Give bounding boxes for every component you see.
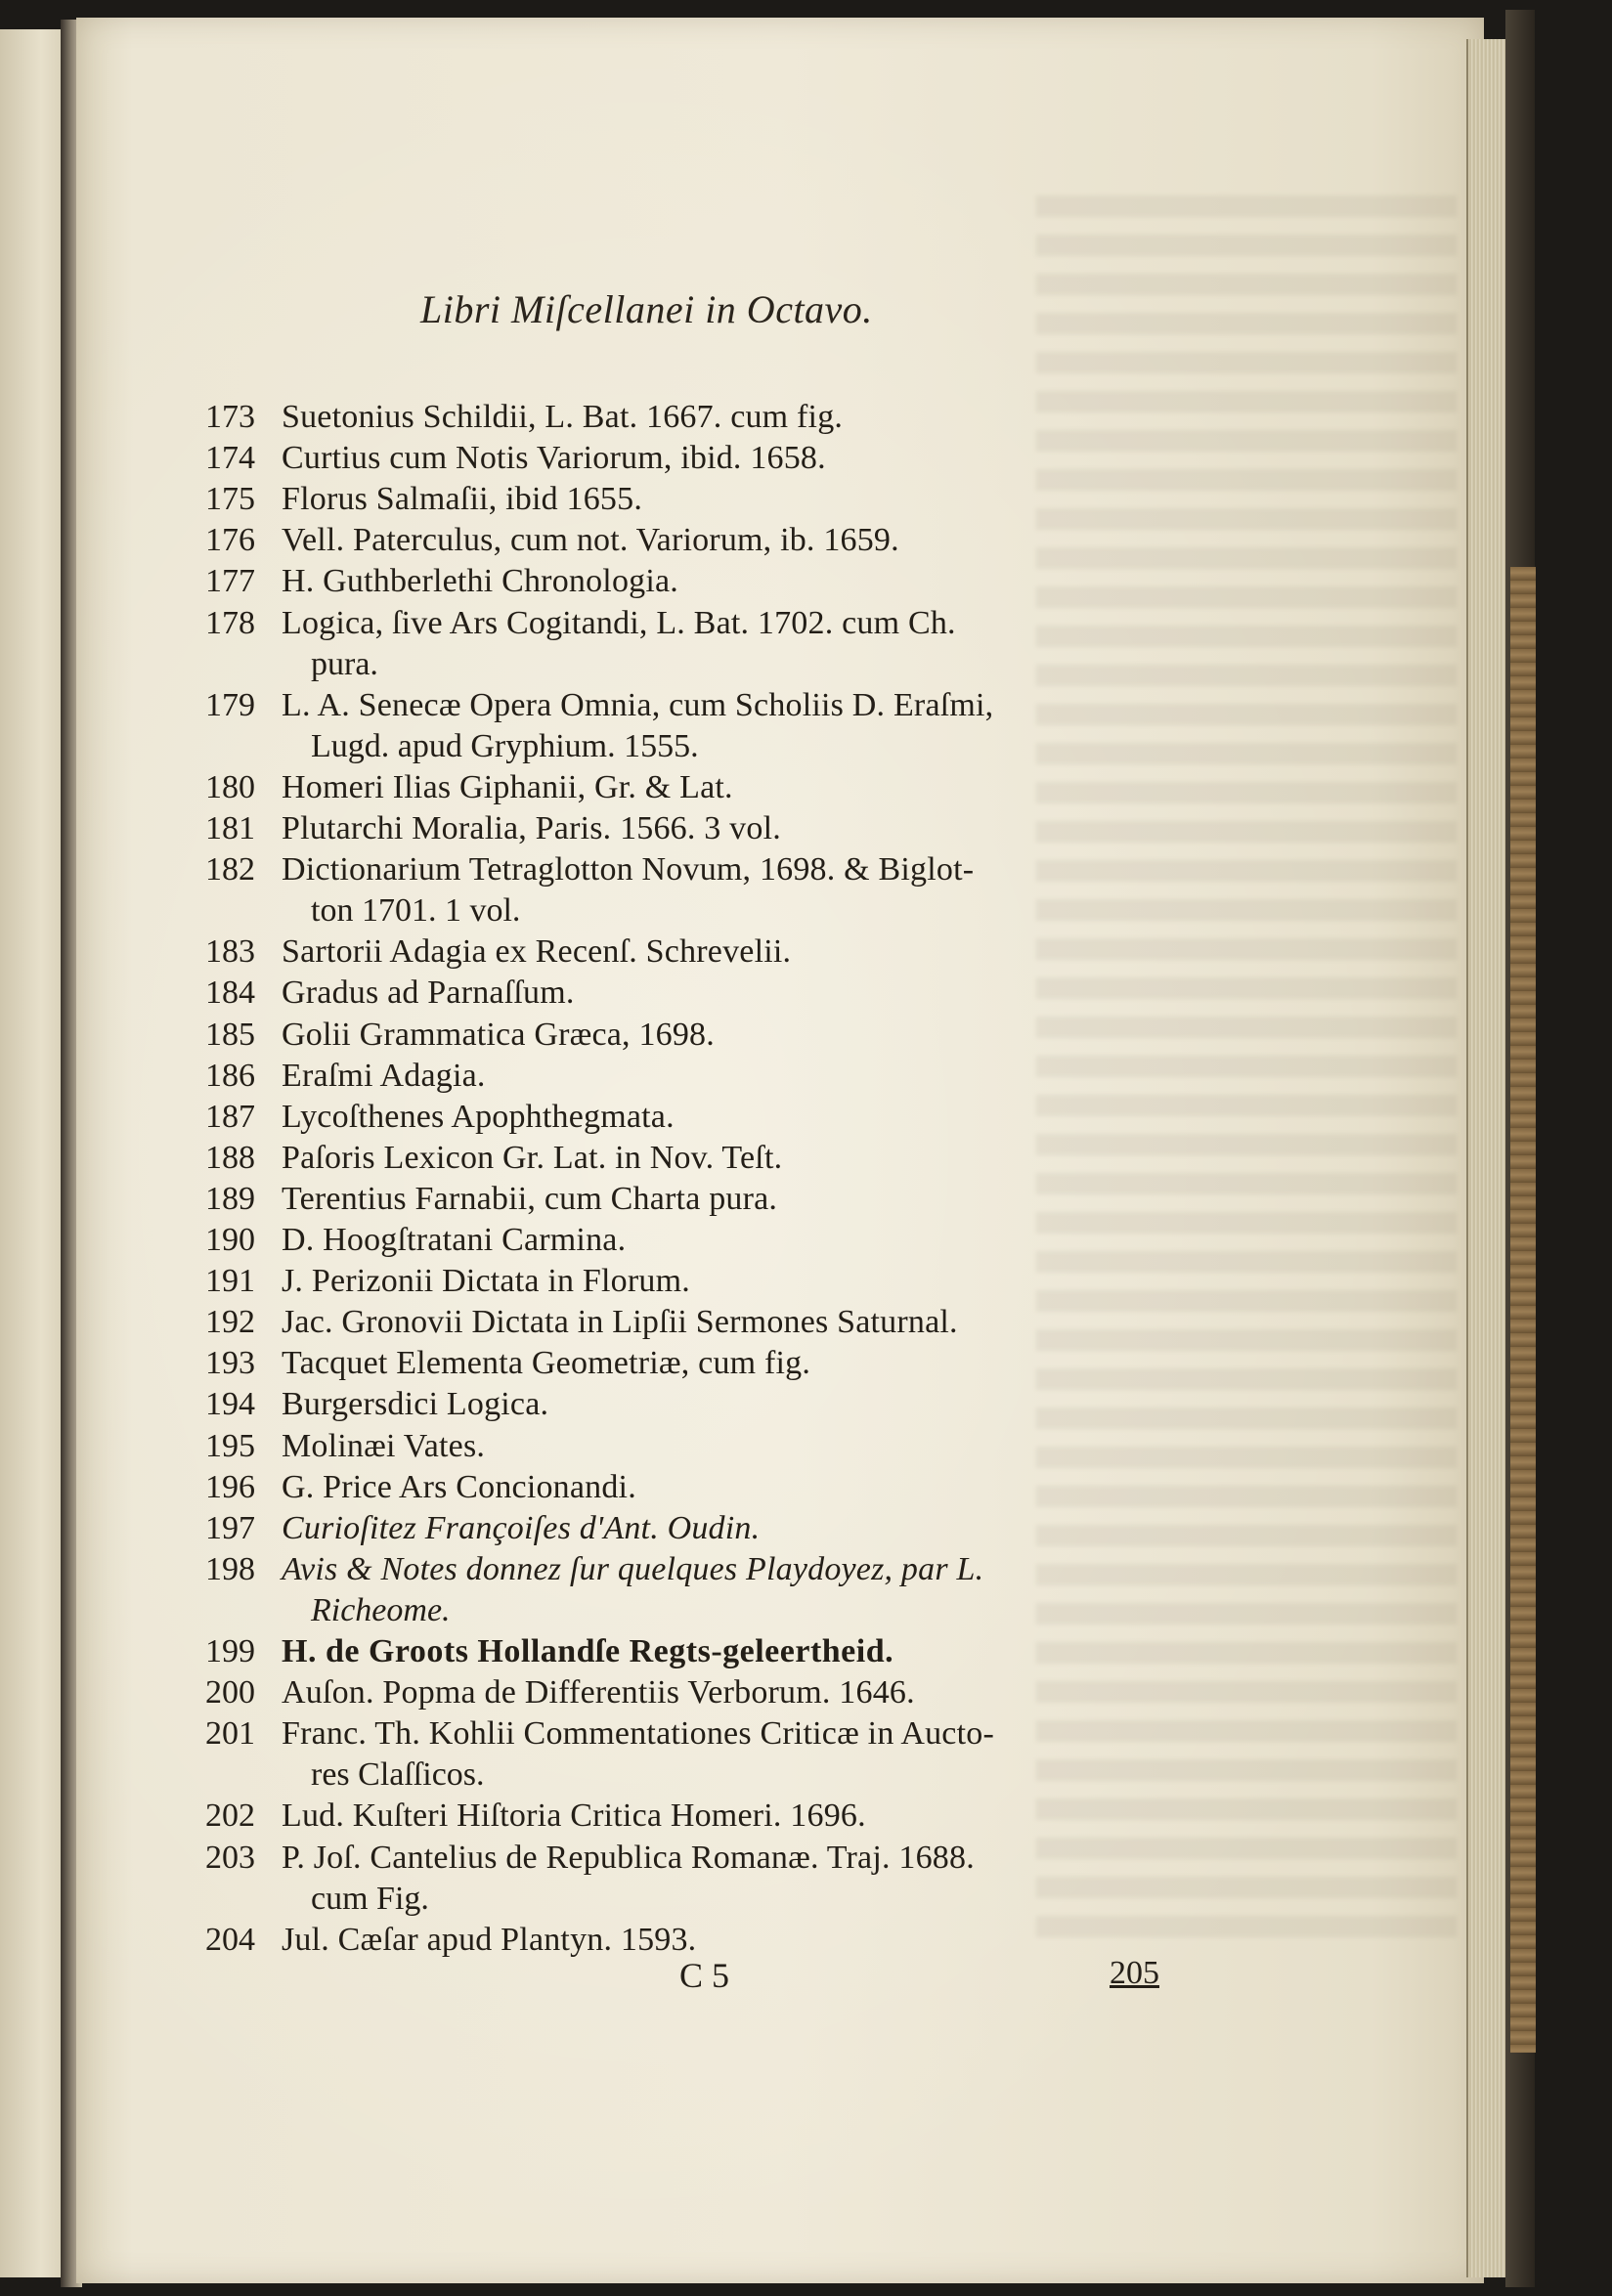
entry-number: 190 [205, 1222, 255, 1258]
entry-title: Paſoris Lexicon Gr. Lat. in Nov. Teſt. [282, 1139, 783, 1176]
entry-title: Molinæi Vates. [282, 1427, 486, 1464]
entry-number: 191 [205, 1263, 255, 1300]
entry-number: 177 [205, 563, 255, 600]
entry-title: P. Joſ. Cantelius de Republica Romanæ. Traj. 1688. [282, 1839, 975, 1876]
entry-number: 204 [205, 1921, 255, 1958]
catchword: 205 [1110, 1955, 1159, 1991]
entry-continuation: res Claſſicos. [311, 1756, 485, 1794]
entry-title: H. Guthberlethi Chronologia. [282, 563, 678, 600]
entry-title: Curioſitez Françoiſes d'Ant. Oudin. [282, 1509, 761, 1546]
entry-title: Golii Grammatica Græca, 1698. [282, 1016, 715, 1053]
entry-number: 181 [205, 810, 255, 846]
entry-number: 184 [205, 975, 255, 1012]
entry-number: 193 [205, 1345, 255, 1382]
entry-title: Terentius Farnabii, cum Charta pura. [282, 1180, 778, 1217]
entry-title: Eraſmi Adagia. [282, 1057, 486, 1094]
entry-number: 180 [205, 768, 255, 805]
entry-number: 199 [205, 1633, 255, 1669]
entry-title: Gradus ad Parnaſſum. [282, 975, 575, 1012]
entry-number: 179 [205, 686, 255, 723]
entry-title: Franc. Th. Kohlii Commentationes Criticæ in Aucto- [282, 1715, 994, 1753]
entry-number: 201 [205, 1715, 255, 1753]
entry-number: 182 [205, 851, 255, 888]
entry-continuation: Lugd. apud Gryphium. 1555. [311, 727, 699, 764]
entry-number: 183 [205, 933, 255, 971]
page-heading: Libri Miſcellanei in Octavo. [420, 287, 873, 331]
entry-title: J. Perizonii Dictata in Florum. [282, 1263, 690, 1300]
entry-number: 198 [205, 1550, 255, 1587]
entry-title: Homeri Ilias Giphanii, Gr. & Lat. [282, 768, 733, 805]
entry-continuation: pura. [311, 645, 378, 682]
signature-mark: C 5 [679, 1956, 730, 1995]
entry-title: Curtius cum Notis Variorum, ibid. 1658. [282, 440, 826, 477]
entry-number: 192 [205, 1304, 255, 1341]
entry-title: Florus Salmaſii, ibid 1655. [282, 481, 643, 518]
entry-title: Burgersdici Logica. [282, 1386, 549, 1423]
entry-title: Jac. Gronovii Dictata in Lipſii Sermones Saturnal. [282, 1304, 958, 1341]
entry-continuation: ton 1701. 1 vol. [311, 892, 521, 930]
entry-title: Vell. Paterculus, cum not. Variorum, ib. 1659. [282, 522, 899, 559]
entry-title: Auſon. Popma de Differentiis Verborum. 1646. [282, 1674, 915, 1711]
entry-number: 173 [205, 399, 255, 435]
entry-number: 176 [205, 522, 255, 559]
entry-title: D. Hoogſtratani Carmina. [282, 1222, 627, 1258]
entry-number: 196 [205, 1468, 255, 1505]
entry-number: 186 [205, 1057, 255, 1094]
entry-title: Tacquet Elementa Geometriæ, cum fig. [282, 1345, 811, 1382]
entry-continuation: Richeome. [311, 1591, 451, 1628]
entry-title: Plutarchi Moralia, Paris. 1566. 3 vol. [282, 810, 781, 846]
entry-continuation: cum Fig. [311, 1880, 429, 1917]
entry-number: 175 [205, 481, 255, 518]
entry-number: 188 [205, 1139, 255, 1176]
entry-title: Jul. Cæſar apud Plantyn. 1593. [282, 1921, 697, 1958]
entry-number: 200 [205, 1674, 255, 1711]
entry-number: 202 [205, 1798, 255, 1835]
entry-title: Dictionarium Tetraglotton Novum, 1698. & Biglot- [282, 851, 975, 888]
entry-title: L. A. Senecæ Opera Omnia, cum Scholiis D. Eraſmi, [282, 686, 994, 723]
entry-title: Logica, ſive Ars Cogitandi, L. Bat. 1702. cum Ch. [282, 604, 956, 641]
entry-number: 203 [205, 1839, 255, 1876]
entry-number: 178 [205, 604, 255, 641]
entry-number: 187 [205, 1098, 255, 1135]
entry-title: H. de Groots Hollandſe Regts-geleertheid. [282, 1633, 894, 1669]
entry-title: Sartorii Adagia ex Recenſ. Schrevelii. [282, 933, 792, 971]
entry-number: 189 [205, 1180, 255, 1217]
entry-title: Avis & Notes donnez ſur quelques Playdoyez, par L. [282, 1550, 984, 1587]
entry-number: 174 [205, 440, 255, 477]
entry-number: 195 [205, 1427, 255, 1464]
entry-title: Suetonius Schildii, L. Bat. 1667. cum fig. [282, 399, 844, 435]
entry-number: 185 [205, 1016, 255, 1053]
entry-number: 194 [205, 1386, 255, 1423]
entry-number: 197 [205, 1509, 255, 1546]
entry-title: Lycoſthenes Apophthegmata. [282, 1098, 675, 1135]
entry-title: G. Price Ars Concionandi. [282, 1468, 636, 1505]
entry-title: Lud. Kuſteri Hiſtoria Critica Homeri. 1696. [282, 1798, 866, 1835]
